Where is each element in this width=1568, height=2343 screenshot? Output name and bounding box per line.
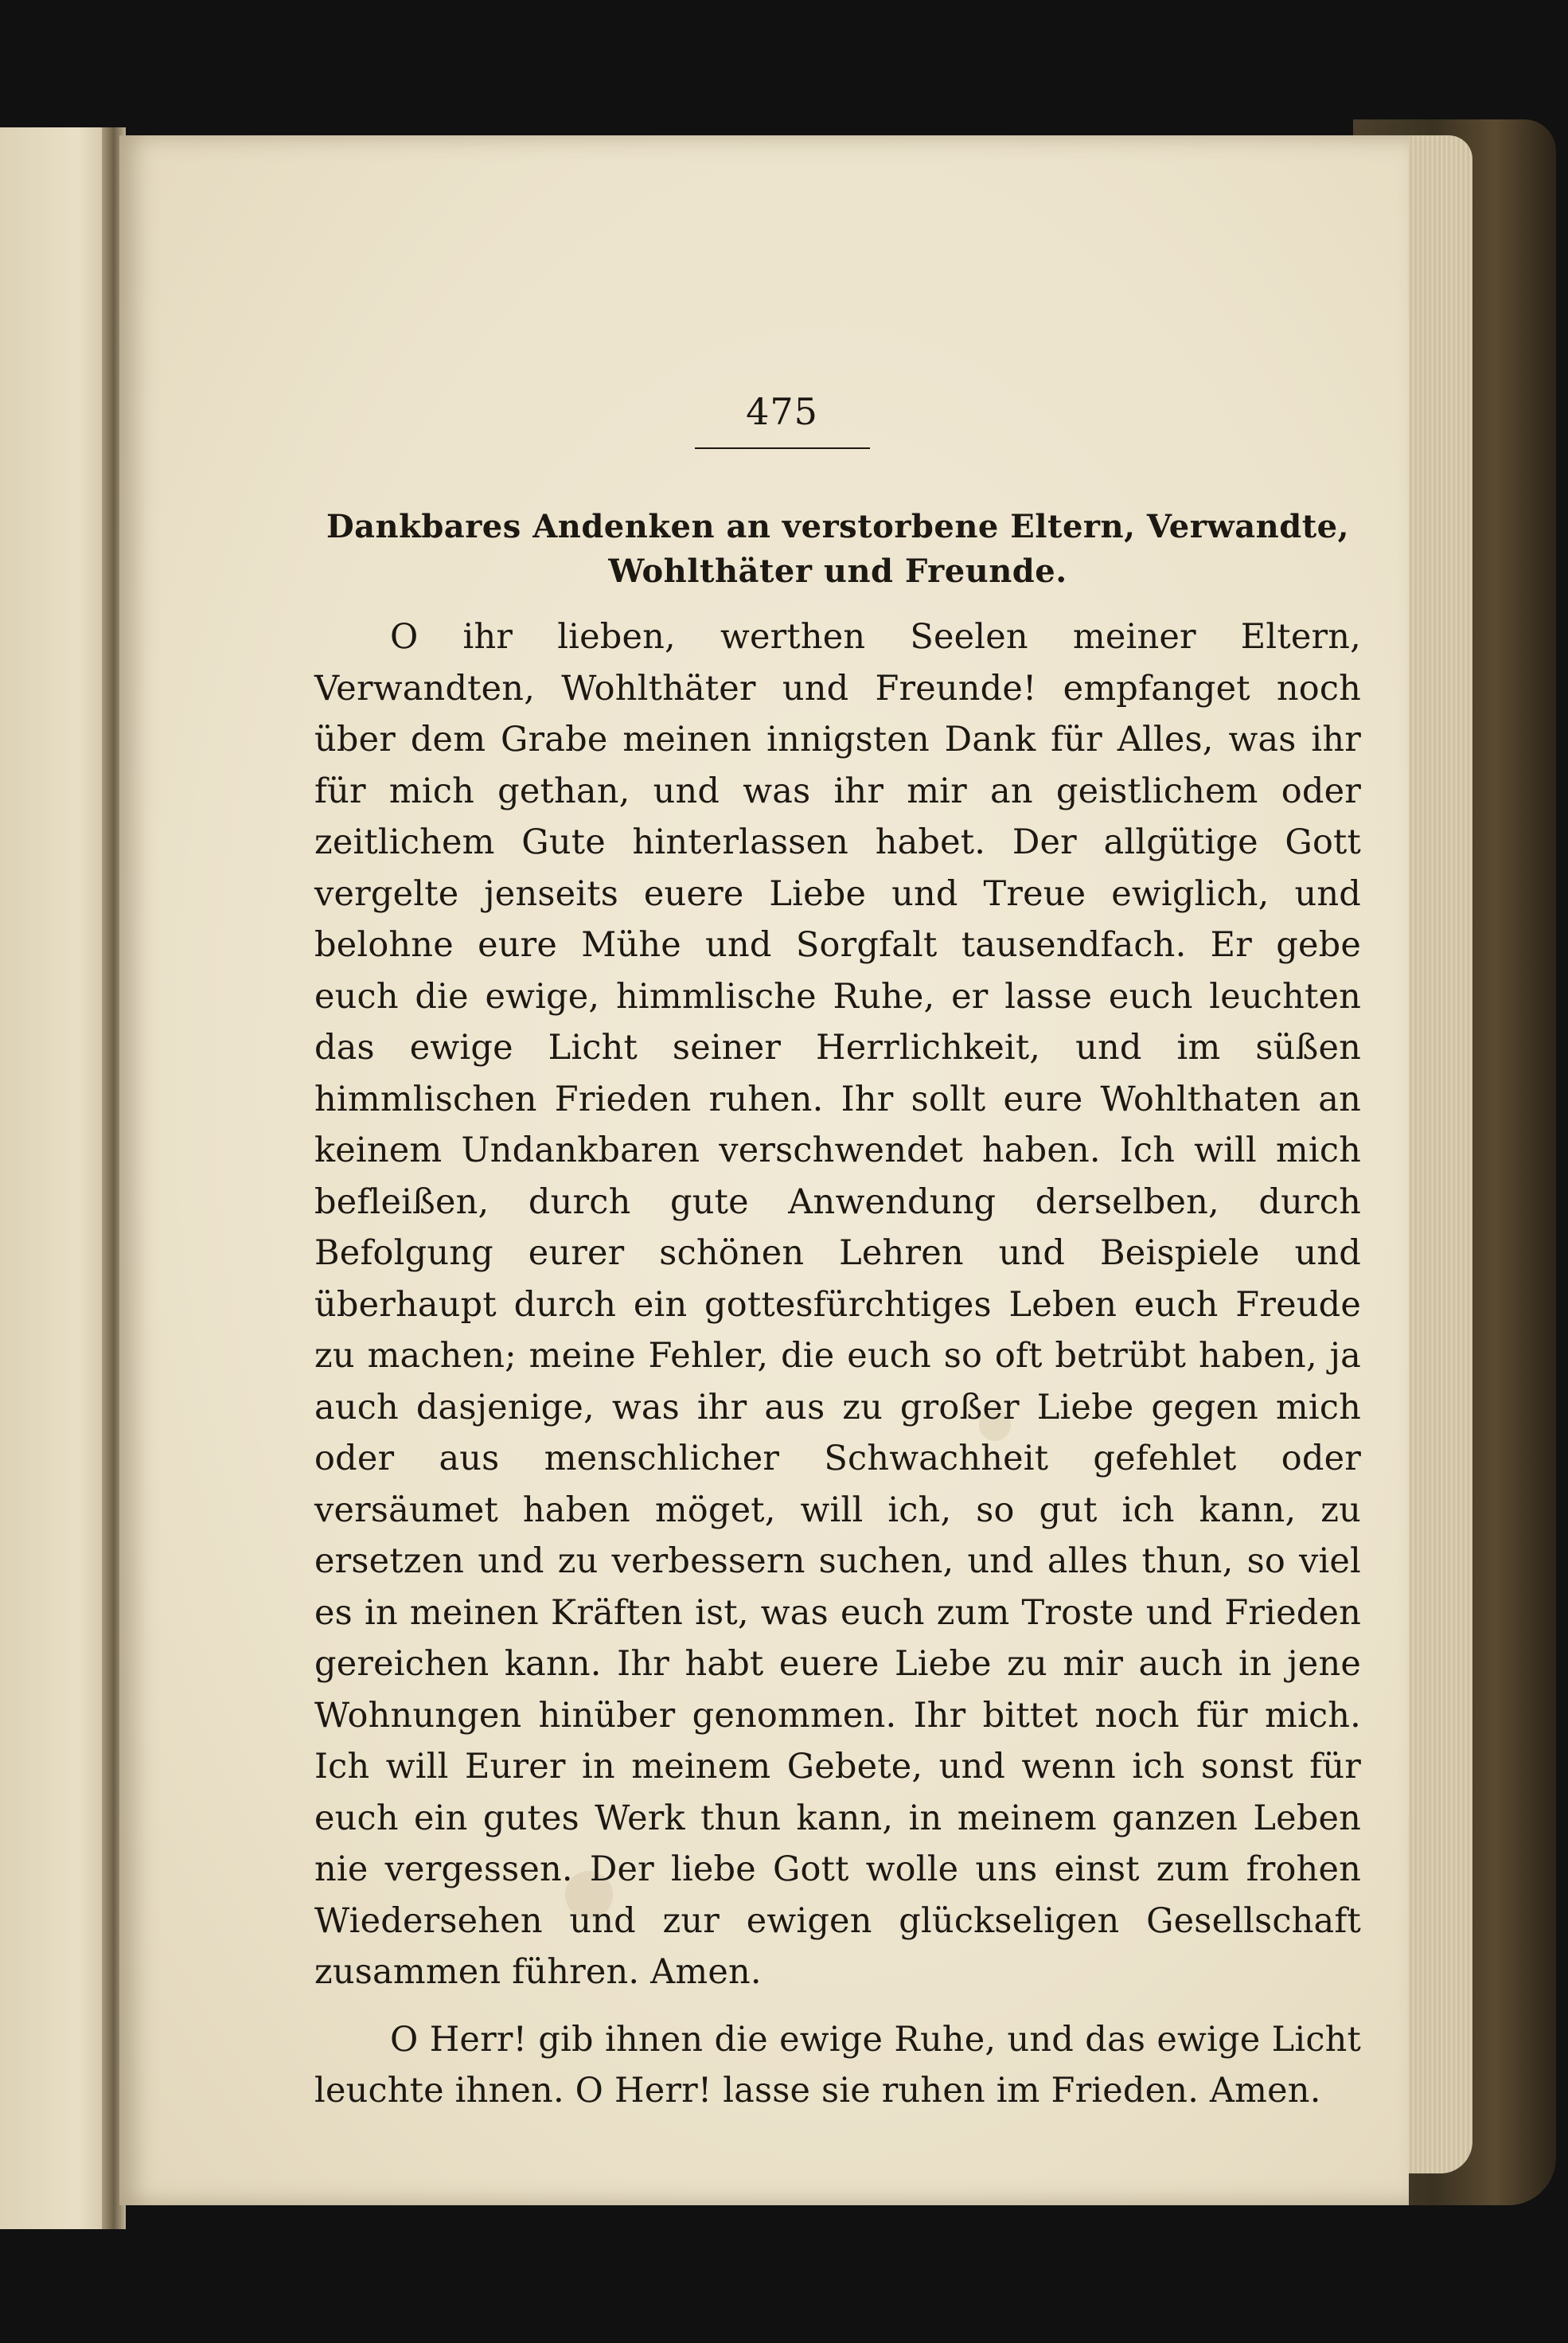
section-heading: Dankbares Andenken an verstorbene Eltern, Verwandte, Wohlthäter und Freunde. xyxy=(326,508,1350,590)
left-page-margin xyxy=(0,350,32,2102)
left-page xyxy=(0,127,111,2229)
body-paragraph: O Herr! gib ihnen die ewige Ruhe, und das ewige Licht leuchte ihnen. O Herr! lasse sie ruhen im Frieden. Amen. xyxy=(314,2019,1361,2111)
page-number: 475 xyxy=(746,390,818,433)
page-content xyxy=(314,390,1361,2117)
right-page xyxy=(119,135,1409,2205)
body-paragraph: O ihr lieben, werthen Seelen meiner Eltern, Verwandten, Wohlthäter und Freunde! empfanget noch über dem Grabe meinen innigsten Dank für Alles, was ihr für mich gethan, und was ihr mir an geistlichem oder zeitlichem Gute hinterlassen habet. Der allgütige Gott vergelte jenseits euere Liebe und Treue ewiglich, und belohne eure Mühe und Sorgfalt tausendfach. Er gebe euch die ewige, himmlische Ruhe, er lasse euch leuchten das ewige Licht seiner Herrlichkeit, und im süßen himmlischen Frieden ruhen. Ihr sollt eure Wohlthaten an keinem Undankbaren verschwendet haben. Ich will mich befleißen, durch gute Anwendung derselben, durch Befolgung eurer schönen Lehren und Beispiele und überhaupt durch ein gottesfürchtiges Leben euch Freude zu machen; meine Fehler, die euch so oft betrübt haben, ja auch dasjenige, was ihr aus zu großer Liebe gegen mich oder aus menschlicher Schwachheit gefehlet oder versäumet haben möget, will ich, so gut ich kann, zu ersetzen und zu verbessern suchen, und alles thun, so viel es in meinen Kräften ist, was euch zum Troste und Frieden gereichen kann. Ihr habt euere Liebe zu mir auch in jene Wohnungen hinüber genommen. Ihr bittet noch für mich. Ich will Eurer in meinem Gebete, und wenn ich sonst für euch ein gutes Werk thun kann, in meinem ganzen Leben nie vergessen. Der liebe Gott wolle uns einst zum frohen Wiedersehen und zur ewigen glückseligen Gesellschaft zusammen führen. Amen. xyxy=(314,617,1361,1992)
header-rule xyxy=(695,447,870,449)
